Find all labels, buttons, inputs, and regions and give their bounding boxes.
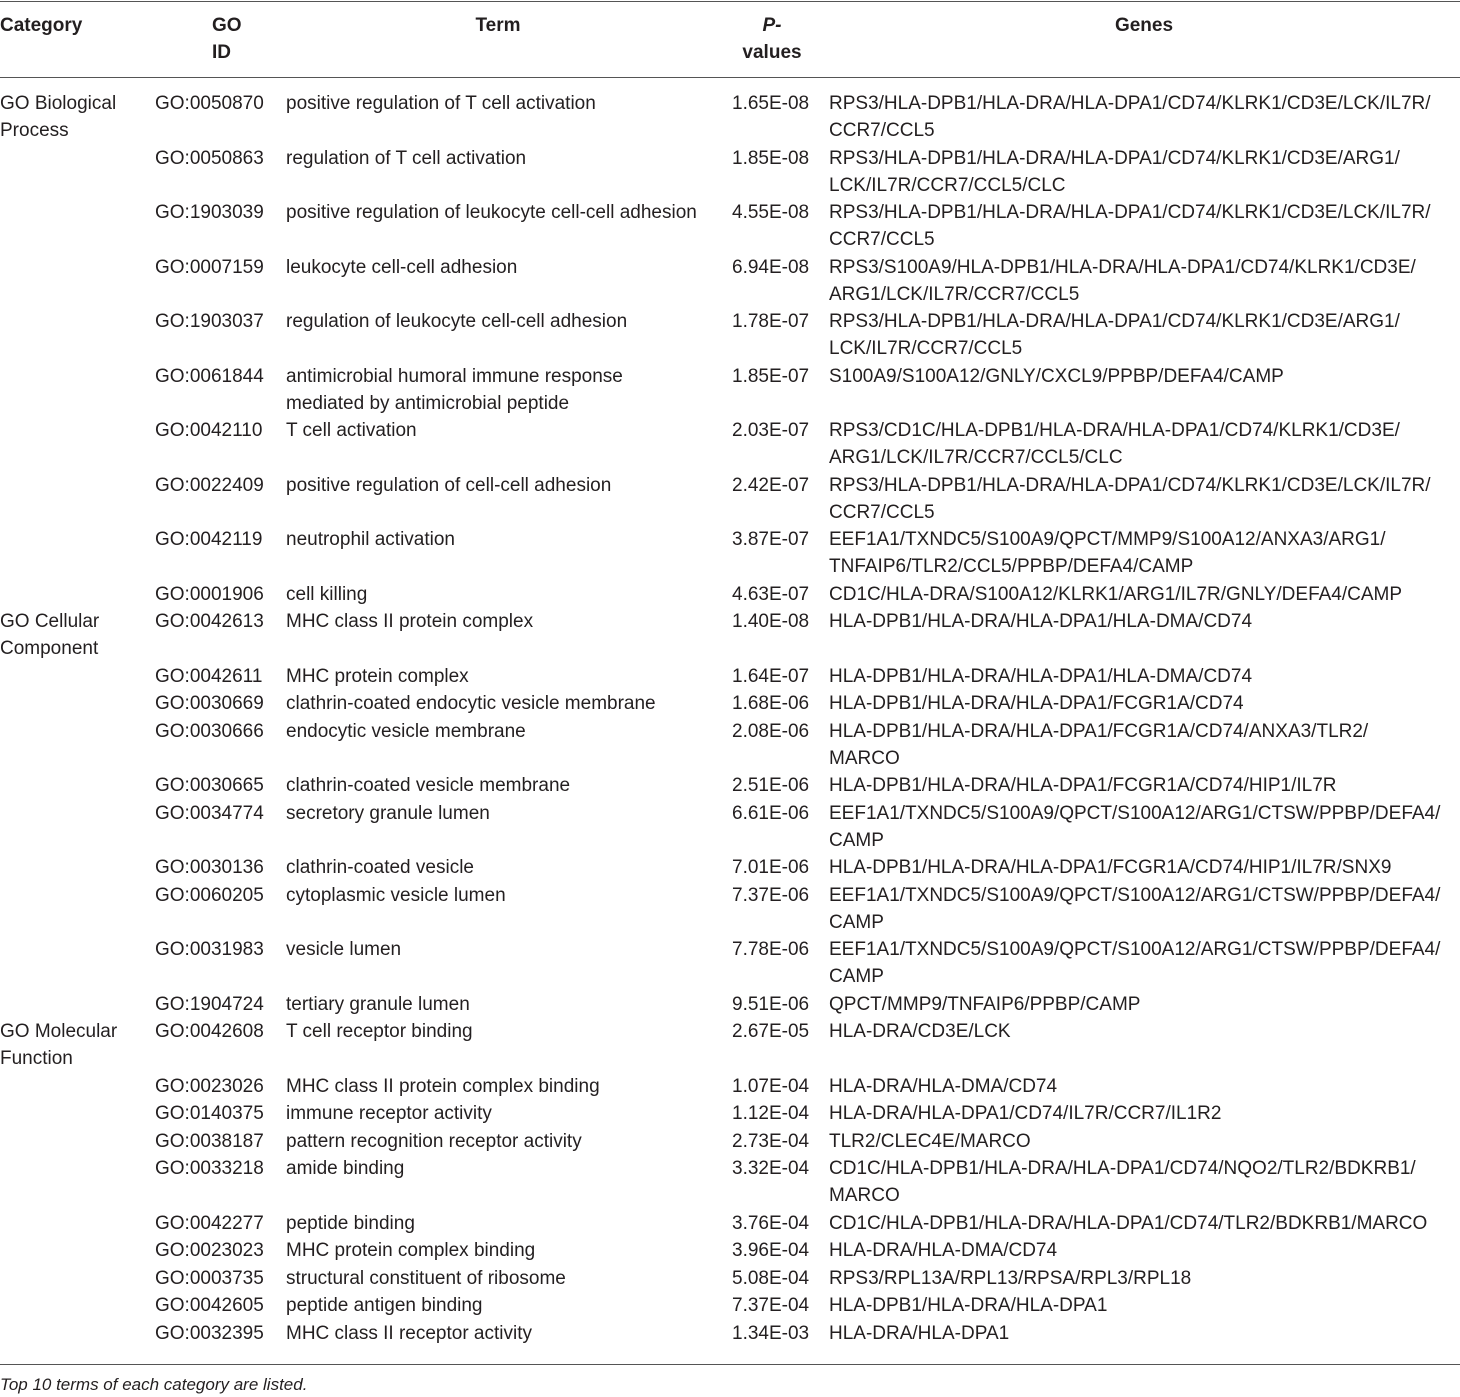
genes-cell — [829, 1018, 1011, 1045]
term-cell — [286, 581, 367, 608]
genes-cell — [829, 608, 1252, 635]
table-row — [0, 608, 1460, 662]
go-id-cell: GO:0140375 — [155, 1103, 264, 1124]
term-cell-line: MHC protein complex binding — [286, 1240, 536, 1261]
term-cell — [286, 526, 455, 553]
table-row — [0, 1237, 1460, 1264]
term-cell — [286, 854, 474, 881]
genes-cell — [829, 581, 1402, 608]
go-id-cell: GO:0042605 — [155, 1295, 264, 1316]
pvalue-cell: 1.68E-06 — [732, 693, 810, 714]
pvalue-cell: 1.85E-07 — [732, 366, 810, 387]
genes-cell-line: HLA-DPB1/HLA-DRA/HLA-DPA1/HLA-DMA/CD74 — [829, 666, 1253, 687]
go-id-cell: GO:0034774 — [155, 803, 264, 824]
genes-cell-line: HLA-DPB1/HLA-DRA/HLA-DPA1 — [829, 1295, 1108, 1316]
term-cell — [286, 417, 417, 444]
pvalue-cell: 1.07E-04 — [732, 1076, 810, 1097]
go-id-cell: GO:0001906 — [155, 584, 264, 605]
go-id-cell: GO:0033218 — [155, 1158, 264, 1179]
table-row — [0, 581, 1460, 608]
genes-cell-line: CAMP — [829, 966, 884, 987]
go-id-cell: GO:0030665 — [155, 775, 264, 796]
genes-cell — [829, 90, 1431, 144]
go-id-cell: GO:0042277 — [155, 1213, 264, 1234]
term-cell — [286, 663, 469, 690]
go-id-cell: GO:0042613 — [155, 611, 264, 632]
genes-cell-line: HLA-DRA/CD3E/LCK — [829, 1021, 1011, 1042]
term-cell-line: vesicle lumen — [286, 939, 402, 960]
genes-cell-line: CD1C/HLA-DPB1/HLA-DRA/HLA-DPA1/CD74/TLR2/BDKRB1/MARCO — [829, 1213, 1428, 1234]
pvalue-cell: 4.63E-07 — [732, 584, 810, 605]
go-id-cell: GO:0023026 — [155, 1076, 264, 1097]
term-cell — [286, 608, 533, 635]
category-cell-line: GO Cellular — [0, 611, 100, 632]
genes-cell-line: ARG1/LCK/IL7R/CCR7/CCL5 — [829, 284, 1080, 305]
table-footnote: Top 10 terms of each category are listed. — [0, 1375, 308, 1394]
term-cell — [286, 363, 623, 417]
table-row — [0, 800, 1460, 854]
genes-cell-line: CD1C/HLA-DPB1/HLA-DRA/HLA-DPA1/CD74/NQO2/TLR2/BDKRB1/ — [829, 1158, 1416, 1179]
term-cell-line: mediated by antimicrobial peptide — [286, 393, 570, 414]
genes-cell-line: CAMP — [829, 912, 884, 933]
table-row — [0, 1265, 1460, 1292]
term-cell-line: positive regulation of T cell activation — [286, 93, 596, 114]
term-cell — [286, 936, 401, 963]
term-cell-line: peptide binding — [286, 1213, 415, 1234]
term-cell-line: T cell receptor binding — [286, 1021, 473, 1042]
term-cell — [286, 772, 570, 799]
term-cell-line: clathrin-coated vesicle membrane — [286, 775, 571, 796]
term-cell-line: positive regulation of cell-cell adhesion — [286, 475, 612, 496]
pvalue-cell: 7.78E-06 — [732, 939, 810, 960]
genes-cell-line: HLA-DPB1/HLA-DRA/HLA-DPA1/HLA-DMA/CD74 — [829, 611, 1253, 632]
term-cell-line: MHC class II receptor activity — [286, 1323, 532, 1344]
term-cell-line: clathrin-coated endocytic vesicle membrane — [286, 693, 656, 714]
term-cell — [286, 1155, 404, 1182]
pvalue-cell: 1.65E-08 — [732, 93, 810, 114]
table-row — [0, 145, 1460, 199]
genes-cell — [829, 1237, 1057, 1264]
term-cell — [286, 1018, 473, 1045]
genes-cell — [829, 882, 1440, 936]
genes-cell-line: HLA-DPB1/HLA-DRA/HLA-DPA1/FCGR1A/CD74/ANXA3/TLR2/ — [829, 721, 1369, 742]
genes-cell-line: RPS3/RPL13A/RPL13/RPSA/RPL3/RPL18 — [829, 1268, 1192, 1289]
genes-cell-line: RPS3/HLA-DPB1/HLA-DRA/HLA-DPA1/CD74/KLRK1/CD3E/ARG1/ — [829, 148, 1400, 169]
table-row — [0, 1128, 1460, 1155]
table-row — [0, 1018, 1460, 1072]
term-cell-line: positive regulation of leukocyte cell-cell adhesion — [286, 202, 697, 223]
go-id-cell: GO:0023023 — [155, 1240, 264, 1261]
go-id-cell: GO:0060205 — [155, 885, 264, 906]
term-cell — [286, 800, 490, 827]
genes-cell — [829, 308, 1400, 362]
genes-cell — [829, 1155, 1416, 1209]
go-id-cell: GO:1904724 — [155, 994, 264, 1015]
genes-cell-line: EEF1A1/TXNDC5/S100A9/QPCT/S100A12/ARG1/CTSW/PPBP/DEFA4/ — [829, 939, 1441, 960]
table-row — [0, 882, 1460, 936]
go-id-cell: GO:0003735 — [155, 1268, 264, 1289]
genes-cell-line: HLA-DPB1/HLA-DRA/HLA-DPA1/FCGR1A/CD74/HIP1/IL7R — [829, 775, 1337, 796]
table-row — [0, 1155, 1460, 1209]
genes-cell — [829, 1320, 1009, 1347]
pvalue-cell: 2.08E-06 — [732, 721, 810, 742]
table-row — [0, 1210, 1460, 1237]
go-id-cell: GO:0042611 — [155, 666, 263, 687]
genes-cell-line: HLA-DPB1/HLA-DRA/HLA-DPA1/FCGR1A/CD74/HIP1/IL7R/SNX9 — [829, 857, 1392, 878]
table-row — [0, 854, 1460, 881]
term-cell-line: MHC protein complex — [286, 666, 469, 687]
genes-cell — [829, 854, 1391, 881]
genes-cell — [829, 690, 1244, 717]
table-row — [0, 254, 1460, 308]
table-row — [0, 718, 1460, 772]
pvalue-cell: 7.37E-06 — [732, 885, 810, 906]
genes-cell — [829, 1128, 1031, 1155]
genes-cell-line: HLA-DRA/HLA-DMA/CD74 — [829, 1240, 1058, 1261]
go-id-cell: GO:0030136 — [155, 857, 264, 878]
pvalue-cell: 1.78E-07 — [732, 311, 810, 332]
genes-cell-line: CCR7/CCL5 — [829, 502, 935, 523]
pvalue-cell: 7.01E-06 — [732, 857, 810, 878]
genes-cell — [829, 1210, 1427, 1237]
term-cell — [286, 1320, 532, 1347]
category-cell — [0, 90, 116, 144]
term-cell-line: pattern recognition receptor activity — [286, 1131, 582, 1152]
genes-cell — [829, 772, 1337, 799]
term-cell-line: endocytic vesicle membrane — [286, 721, 526, 742]
table-row — [0, 1292, 1460, 1319]
genes-cell-line: EEF1A1/TXNDC5/S100A9/QPCT/S100A12/ARG1/CTSW/PPBP/DEFA4/ — [829, 803, 1441, 824]
term-cell-line: leukocyte cell-cell adhesion — [286, 257, 518, 278]
table-row — [0, 772, 1460, 799]
table-row — [0, 526, 1460, 580]
term-cell — [286, 1265, 566, 1292]
genes-cell-line: CCR7/CCL5 — [829, 120, 935, 141]
pvalue-cell: 1.64E-07 — [732, 666, 810, 687]
term-cell — [286, 882, 506, 909]
term-cell — [286, 145, 526, 172]
table-row — [0, 308, 1460, 362]
header-genes-text: Genes — [1114, 15, 1174, 36]
genes-cell — [829, 991, 1140, 1018]
term-cell — [286, 1210, 415, 1237]
genes-cell — [829, 663, 1252, 690]
table-row — [0, 1320, 1460, 1347]
table-row — [0, 690, 1460, 717]
go-id-cell: GO:0042119 — [155, 529, 263, 550]
term-cell — [286, 1292, 483, 1319]
term-cell-line: secretory granule lumen — [286, 803, 490, 824]
genes-cell-line: HLA-DRA/HLA-DPA1 — [829, 1323, 1010, 1344]
category-cell-line: GO Molecular — [0, 1021, 118, 1042]
go-id-cell: GO:0022409 — [155, 475, 264, 496]
term-cell — [286, 199, 697, 226]
genes-cell — [829, 199, 1431, 253]
genes-cell-line: EEF1A1/TXNDC5/S100A9/QPCT/MMP9/S100A12/ANXA3/ARG1/ — [829, 529, 1386, 550]
genes-cell-line: QPCT/MMP9/TNFAIP6/PPBP/CAMP — [829, 994, 1141, 1015]
header-term-text: Term — [475, 15, 521, 36]
genes-cell — [829, 1073, 1057, 1100]
genes-cell-line: HLA-DRA/HLA-DMA/CD74 — [829, 1076, 1058, 1097]
go-id-cell: GO:0061844 — [155, 366, 264, 387]
genes-cell — [829, 718, 1368, 772]
genes-cell — [829, 417, 1400, 471]
pvalue-cell: 2.67E-05 — [732, 1021, 810, 1042]
go-id-cell: GO:0050870 — [155, 93, 264, 114]
genes-cell-line: TLR2/CLEC4E/MARCO — [829, 1131, 1031, 1152]
term-cell-line: regulation of T cell activation — [286, 148, 527, 169]
genes-cell-line: RPS3/HLA-DPB1/HLA-DRA/HLA-DPA1/CD74/KLRK1/CD3E/LCK/IL7R/ — [829, 93, 1431, 114]
pvalue-cell: 2.73E-04 — [732, 1131, 810, 1152]
header-pvalue-line1: P- — [762, 15, 782, 36]
go-id-cell: GO:0042608 — [155, 1021, 264, 1042]
go-id-cell: GO:0030666 — [155, 721, 264, 742]
table-row — [0, 1073, 1460, 1100]
genes-cell — [829, 1100, 1221, 1127]
pvalue-cell: 4.55E-08 — [732, 202, 810, 223]
pvalue-cell: 3.87E-07 — [732, 529, 810, 550]
term-cell-line: immune receptor activity — [286, 1103, 492, 1124]
genes-cell-line: TNFAIP6/TLR2/CCL5/PPBP/DEFA4/CAMP — [829, 556, 1194, 577]
genes-cell-line: HLA-DRA/HLA-DPA1/CD74/IL7R/CCR7/IL1R2 — [829, 1103, 1222, 1124]
category-cell-line: GO Biological — [0, 93, 117, 114]
term-cell — [286, 991, 470, 1018]
term-cell — [286, 1128, 582, 1155]
table-row — [0, 1100, 1460, 1127]
term-cell-line: antimicrobial humoral immune response — [286, 366, 623, 387]
genes-cell-line: RPS3/HLA-DPB1/HLA-DRA/HLA-DPA1/CD74/KLRK1/CD3E/ARG1/ — [829, 311, 1400, 332]
category-cell-line: Function — [0, 1048, 73, 1069]
term-cell-line: peptide antigen binding — [286, 1295, 483, 1316]
go-id-cell: GO:0030669 — [155, 693, 264, 714]
term-cell-line: neutrophil activation — [286, 529, 455, 550]
genes-cell-line: CD1C/HLA-DRA/S100A12/KLRK1/ARG1/IL7R/GNLY/DEFA4/CAMP — [829, 584, 1403, 605]
genes-cell-line: RPS3/HLA-DPB1/HLA-DRA/HLA-DPA1/CD74/KLRK1/CD3E/LCK/IL7R/ — [829, 202, 1431, 223]
pvalue-cell: 3.32E-04 — [732, 1158, 810, 1179]
header-category: Category — [0, 15, 83, 36]
pvalue-cell: 1.85E-08 — [732, 148, 810, 169]
category-cell — [0, 608, 99, 662]
genes-cell-line: CAMP — [829, 830, 884, 851]
term-cell — [286, 90, 596, 117]
genes-cell — [829, 254, 1416, 308]
genes-cell — [829, 1292, 1107, 1319]
pvalue-cell: 9.51E-06 — [732, 994, 810, 1015]
term-cell — [286, 472, 611, 499]
go-id-cell: GO:1903039 — [155, 202, 264, 223]
table-row — [0, 199, 1460, 253]
pvalue-cell: 6.94E-08 — [732, 257, 810, 278]
term-cell-line: T cell activation — [286, 420, 417, 441]
genes-cell — [829, 800, 1440, 854]
pvalue-cell: 3.76E-04 — [732, 1213, 810, 1234]
table-row — [0, 90, 1460, 144]
term-cell-line: clathrin-coated vesicle — [286, 857, 474, 878]
genes-cell — [829, 472, 1431, 526]
term-cell-line: regulation of leukocyte cell-cell adhesion — [286, 311, 628, 332]
term-cell — [286, 690, 656, 717]
pvalue-cell: 2.03E-07 — [732, 420, 810, 441]
pvalue-cell: 2.51E-06 — [732, 775, 810, 796]
pvalue-cell: 3.96E-04 — [732, 1240, 810, 1261]
term-cell-line: MHC class II protein complex binding — [286, 1076, 600, 1097]
pvalue-cell: 1.12E-04 — [732, 1103, 810, 1124]
pvalue-cell: 1.40E-08 — [732, 611, 810, 632]
term-cell — [286, 254, 517, 281]
table-row — [0, 663, 1460, 690]
genes-cell-line: LCK/IL7R/CCR7/CCL5 — [829, 338, 1023, 359]
pvalue-cell: 7.37E-04 — [732, 1295, 810, 1316]
go-id-cell: GO:0050863 — [155, 148, 264, 169]
table-row — [0, 472, 1460, 526]
genes-cell-line: CCR7/CCL5 — [829, 229, 935, 250]
pvalue-cell: 5.08E-04 — [732, 1268, 810, 1289]
genes-cell — [829, 145, 1400, 199]
category-cell — [0, 1018, 117, 1072]
header-pvalue-line2: values — [742, 42, 802, 63]
genes-cell-line: RPS3/S100A9/HLA-DPB1/HLA-DRA/HLA-DPA1/CD74/KLRK1/CD3E/ — [829, 257, 1416, 278]
term-cell-line: cell killing — [286, 584, 368, 605]
term-cell-line: structural constituent of ribosome — [286, 1268, 566, 1289]
go-id-cell: GO:0031983 — [155, 939, 264, 960]
table-row — [0, 991, 1460, 1018]
term-cell — [286, 718, 526, 745]
term-cell-line: tertiary granule lumen — [286, 994, 470, 1015]
genes-cell-line: RPS3/CD1C/HLA-DPB1/HLA-DRA/HLA-DPA1/CD74/KLRK1/CD3E/ — [829, 420, 1400, 441]
genes-cell — [829, 526, 1386, 580]
term-cell — [286, 1073, 600, 1100]
genes-cell-line: S100A9/S100A12/GNLY/CXCL9/PPBP/DEFA4/CAMP — [829, 366, 1284, 387]
term-cell — [286, 308, 627, 335]
top-rule — [0, 1, 1460, 2]
category-cell-line: Process — [0, 120, 69, 141]
genes-cell-line: RPS3/HLA-DPB1/HLA-DRA/HLA-DPA1/CD74/KLRK1/CD3E/LCK/IL7R/ — [829, 475, 1431, 496]
pvalue-cell: 2.42E-07 — [732, 475, 810, 496]
go-id-cell: GO:0038187 — [155, 1131, 264, 1152]
category-cell-line: Component — [0, 638, 99, 659]
go-id-cell: GO:1903037 — [155, 311, 264, 332]
table-row — [0, 363, 1460, 417]
table-row — [0, 936, 1460, 990]
genes-cell-line: EEF1A1/TXNDC5/S100A9/QPCT/S100A12/ARG1/CTSW/PPBP/DEFA4/ — [829, 885, 1441, 906]
header-rule — [0, 77, 1460, 78]
term-cell-line: amide binding — [286, 1158, 405, 1179]
go-id-cell: GO:0007159 — [155, 257, 264, 278]
genes-cell-line: LCK/IL7R/CCR7/CCL5/CLC — [829, 175, 1066, 196]
term-cell-line: cytoplasmic vesicle lumen — [286, 885, 506, 906]
genes-cell-line: MARCO — [829, 1185, 900, 1206]
genes-cell — [829, 363, 1284, 390]
genes-cell-line: HLA-DPB1/HLA-DRA/HLA-DPA1/FCGR1A/CD74 — [829, 693, 1244, 714]
term-cell — [286, 1100, 492, 1127]
table-row — [0, 417, 1460, 471]
term-cell — [286, 1237, 535, 1264]
pvalue-cell: 6.61E-06 — [732, 803, 810, 824]
genes-cell — [829, 1265, 1191, 1292]
genes-cell — [829, 936, 1440, 990]
pvalue-cell: 1.34E-03 — [732, 1323, 810, 1344]
genes-cell-line: ARG1/LCK/IL7R/CCR7/CCL5/CLC — [829, 447, 1123, 468]
go-id-cell: GO:0032395 — [155, 1323, 264, 1344]
go-id-cell: GO:0042110 — [155, 420, 263, 441]
genes-cell-line: MARCO — [829, 748, 900, 769]
term-cell-line: MHC class II protein complex — [286, 611, 534, 632]
bottom-rule — [0, 1364, 1460, 1365]
